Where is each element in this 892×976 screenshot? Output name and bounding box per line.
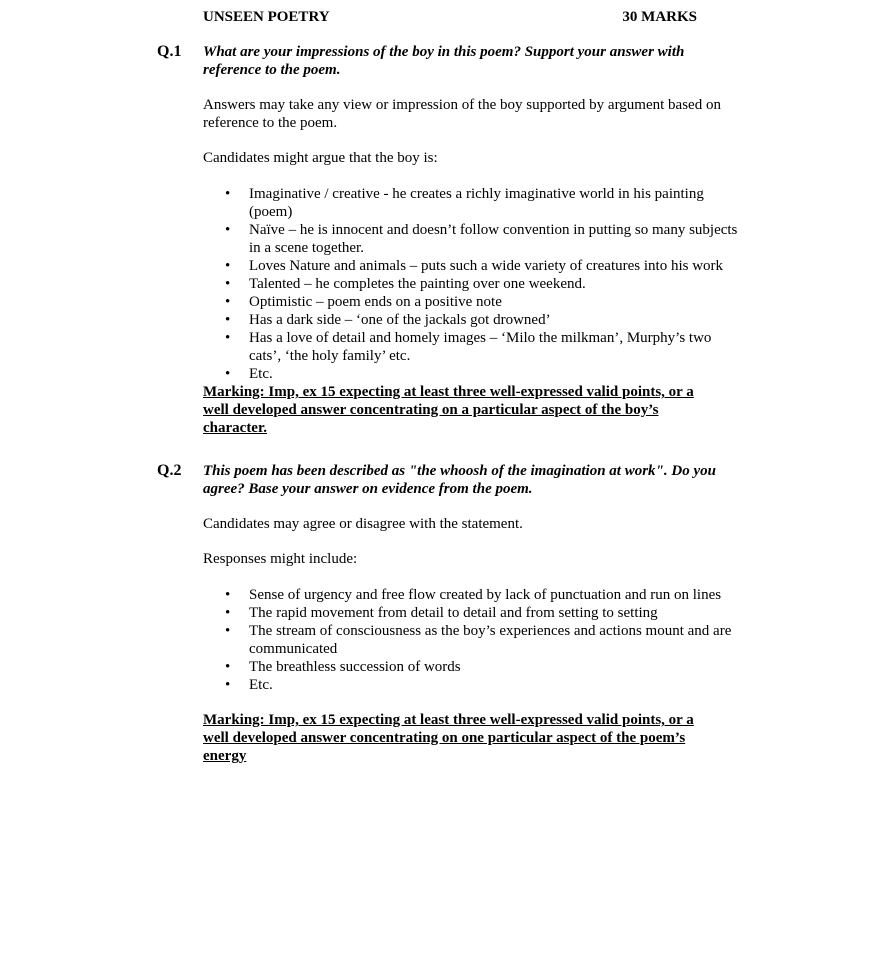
list-item: • The stream of consciousness as the boy’s experiences and actions mount and are communicated [203,622,743,658]
question-1-marking: Marking: Imp, ex 15 expecting at least three well-expressed valid points, or a well developed answer concentrating on a particular aspect of the boy’s character. [203,384,694,436]
question-1-intro: Answers may take any view or impression of the boy supported by argument based on reference to the poem. [203,97,721,131]
list-item: • Has a love of detail and homely images – ‘Milo the milkman’, Murphy’s two cats’, ‘the holy family’ etc. [203,329,743,365]
section-marks: 30 MARKS [622,9,697,25]
list-item: • The breathless succession of words [203,658,743,676]
question-1-number: Q.1 [157,43,182,60]
list-item: • Etc. [203,676,743,694]
question-1-text: What are your impressions of the boy in this poem? Support your answer with reference to the poem. [203,44,685,78]
list-item: • Imaginative / creative - he creates a richly imaginative world in his painting (poem) [203,185,743,221]
question-1-lead: Candidates might argue that the boy is: [203,150,438,166]
list-item: • Optimistic – poem ends on a positive note [203,293,743,311]
section-title: UNSEEN POETRY [203,9,330,25]
list-item: • The rapid movement from detail to detail and from setting to setting [203,604,743,622]
question-2-text: This poem has been described as "the whoosh of the imagination at work". Do you agree? Base your answer on evidence from the poem. [203,463,716,497]
page-header [203,8,697,26]
question-2-block [203,462,743,765]
list-item: • Has a dark side – ‘one of the jackals got drowned’ [203,311,743,329]
question-2-bullet-list [203,586,743,694]
list-item: • Sense of urgency and free flow created by lack of punctuation and run on lines [203,586,743,604]
question-2-marking: Marking: Imp, ex 15 expecting at least three well-expressed valid points, or a well developed answer concentrating on one particular aspect of the poem’s energy [203,712,694,764]
question-1-block [203,43,743,437]
list-item: • Etc. [203,365,743,383]
question-2-number: Q.2 [157,462,182,479]
list-item: • Naïve – he is innocent and doesn’t follow convention in putting so many subjects in a scene together. [203,221,743,257]
question-2-lead: Responses might include: [203,551,358,567]
question-1-bullet-list [203,185,743,383]
list-item: • Talented – he completes the painting over one weekend. [203,275,743,293]
list-item: • Loves Nature and animals – puts such a wide variety of creatures into his work [203,257,743,275]
question-2-intro: Candidates may agree or disagree with the statement. [203,516,523,532]
